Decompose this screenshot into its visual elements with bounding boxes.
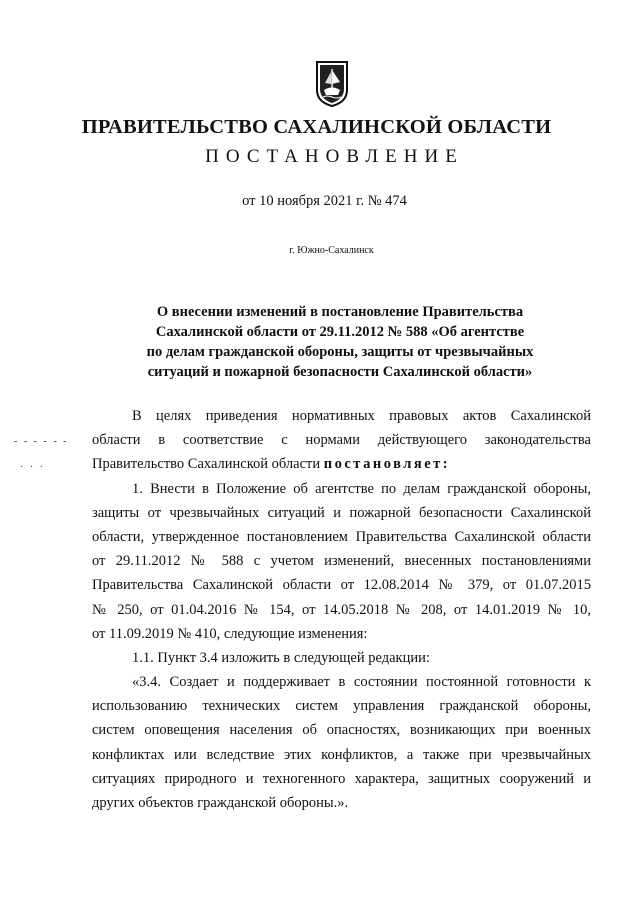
quote-line: систем оповещения населения об опасностях, возникающих при военных	[92, 722, 591, 739]
margin-mark: - - - - - -	[14, 436, 69, 447]
paragraph-line: 1. Внести в Положение об агентстве по делам гражданской обороны,	[132, 480, 591, 497]
paragraph-line: Правительства Сахалинской области от 12.08.2014 № 379, от 01.07.2015	[92, 577, 591, 594]
quote-line: других объектов гражданской обороны.».	[92, 795, 349, 811]
paragraph-line: от 11.09.2019 № 410, следующие изменения:	[92, 625, 368, 642]
document-body	[92, 404, 591, 815]
paragraph-line: В целях приведения нормативных правовых актов Сахалинской	[132, 408, 591, 424]
paragraph-line: области, утвержденное постановлением Правительства Сахалинской области	[92, 528, 591, 545]
paragraph-line	[92, 452, 591, 476]
organization-name: ПРАВИТЕЛЬСТВО САХАЛИНСКОЙ ОБЛАСТИ	[81, 116, 552, 138]
margin-mark: · · ·	[20, 462, 45, 473]
paragraph-line: 1.1. Пункт 3.4 изложить в следующей редакции:	[132, 649, 430, 666]
document-type: ПОСТАНОВЛЕНИЕ	[205, 146, 464, 167]
quote-line: конфликтах или вследствие этих конфликтов, а также при чрезвычайных	[92, 746, 591, 763]
resolves-word: постановляет:	[323, 456, 451, 473]
title-line: Сахалинской области от 29.11.2012 № 588 «Об агентстве	[155, 324, 525, 340]
quote-line: «3.4. Создает и поддерживает в состоянии постоянной готовности к	[132, 674, 591, 691]
quote-line: использованию технических систем управления гражданской обороны,	[92, 698, 591, 715]
text-run: Правительство Сахалинской области	[92, 456, 321, 473]
coat-of-arms-icon	[315, 60, 349, 108]
paragraph-line: от 29.11.2012 № 588 с учетом изменений, внесенных постановлениями	[92, 553, 591, 570]
date-number: от 10 ноября 2021 г. № 474	[242, 193, 407, 209]
quote-line: ситуациях природного и техногенного характера, защитных сооружений и	[92, 770, 591, 787]
paragraph-line: области в соответствие с нормами действующего законодательства	[92, 432, 591, 449]
title-line: по делам гражданской обороны, защиты от чрезвычайных	[146, 344, 534, 360]
paragraph-line: № 250, от 01.04.2016 № 154, от 14.05.2018 № 208, от 14.01.2019 № 10,	[92, 601, 591, 618]
city: г. Южно-Сахалинск	[289, 245, 374, 256]
title-line: ситуаций и пожарной безопасности Сахалинской области»	[147, 364, 533, 380]
document-title	[90, 302, 590, 382]
paragraph-line: защиты от чрезвычайных ситуаций и пожарной безопасности Сахалинской	[92, 504, 591, 521]
title-line: О внесении изменений в постановление Правительства	[156, 304, 524, 320]
